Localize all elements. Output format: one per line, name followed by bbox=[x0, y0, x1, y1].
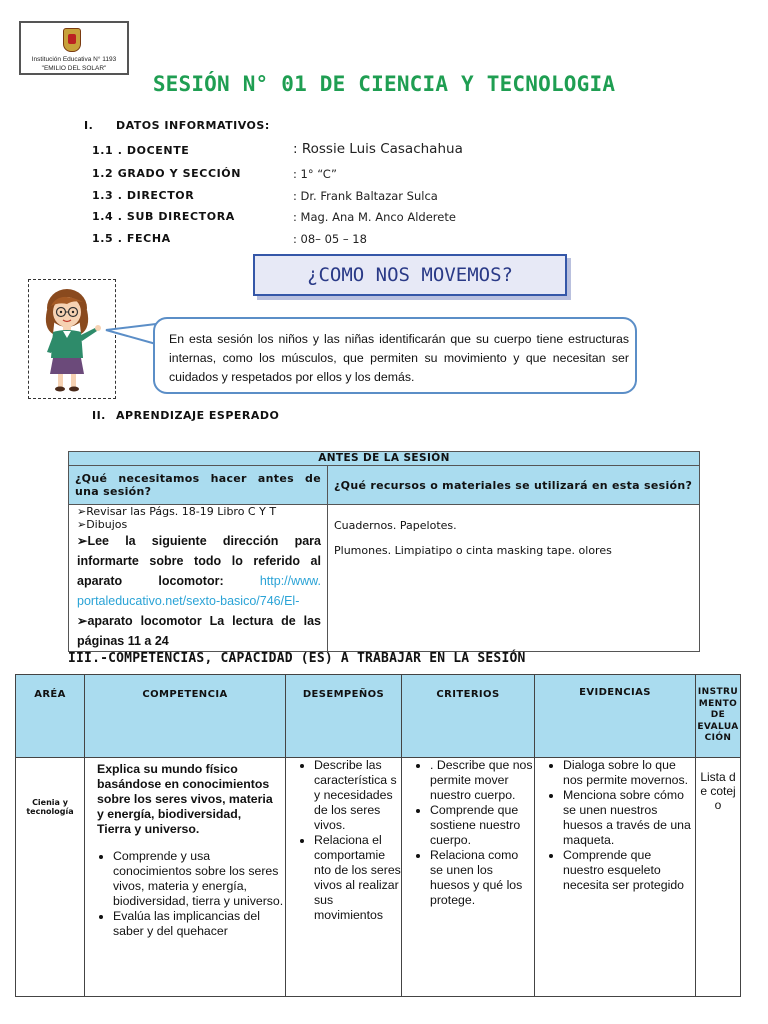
teacher-icon bbox=[29, 280, 114, 397]
section-title: APRENDIZAJE ESPERADO bbox=[116, 409, 280, 422]
section-title: DATOS INFORMATIVOS: bbox=[116, 119, 270, 132]
info-value-director: : Dr. Frank Baltazar Sulca bbox=[293, 189, 438, 203]
session-description-callout bbox=[153, 317, 637, 394]
criterios-cell bbox=[402, 758, 535, 997]
section-aprendizaje-heading bbox=[92, 409, 279, 422]
antes-question-needs: ¿Qué necesitamos hacer antes de una sesión? bbox=[69, 466, 328, 505]
info-label-director: 1.3 . DIRECTOR bbox=[92, 189, 195, 202]
col-header-instrumento: INSTRU MENTO DE EVALUA CIÓN bbox=[696, 675, 741, 758]
competencias-table bbox=[15, 674, 741, 997]
antes-question-resources: ¿Qué recursos o materiales se utilizará en esta sesión? bbox=[328, 466, 700, 505]
section-competencias-heading: III.-COMPETENCIAS, CAPACIDAD (ES) A TRABAJAR EN LA SESIÓN bbox=[68, 651, 526, 666]
antes-action-read bbox=[77, 531, 321, 611]
logo-school-name: Institución Educativa N° 1193 bbox=[31, 56, 117, 63]
area-cell: Cienia y tecnología bbox=[16, 758, 85, 997]
material-item: Cuadernos. Papelotes. bbox=[334, 519, 457, 532]
col-header-evidencias: EVIDENCIAS bbox=[535, 675, 696, 758]
evidencia-item: • Menciona sobre cómo se unen nuestros huesos a través de una maqueta. bbox=[563, 788, 695, 848]
desempeno-item: • Relaciona el comportamie nto de los seres vivos al realizar sus movimientos bbox=[314, 833, 401, 923]
teacher-illustration bbox=[28, 279, 116, 399]
school-crest-icon bbox=[63, 28, 81, 52]
session-question-banner: ¿COMO NOS MOVEMOS? bbox=[253, 254, 567, 296]
criterio-item: • Comprende que sostiene nuestro cuerpo. bbox=[430, 803, 534, 848]
school-logo bbox=[19, 21, 129, 75]
callout-pointer bbox=[104, 322, 158, 348]
antes-action-read-text: ➢Lee la siguiente dirección para informarte sobre todo lo referido al aparato locomotor: bbox=[77, 534, 321, 588]
instrumento-cell: Lista de cotejo bbox=[696, 758, 741, 997]
antes-sesion-table bbox=[68, 451, 700, 652]
antes-actions-cell bbox=[69, 505, 328, 652]
info-label-docente: 1.1 . DOCENTE bbox=[92, 144, 190, 157]
col-header-competencia: COMPETENCIA bbox=[85, 675, 286, 758]
antes-sesion-header: ANTES DE LA SESIÓN bbox=[69, 452, 700, 466]
section-datos-heading bbox=[84, 119, 270, 132]
col-header-criterios: CRITERIOS bbox=[402, 675, 535, 758]
info-value-subdirectora: : Mag. Ana M. Anco Alderete bbox=[293, 210, 456, 224]
desempeno-item: • Describe las característica s y necesidades de los seres vivos. bbox=[314, 758, 401, 833]
criterio-item: • . Describe que nos permite mover nuestro cuerpo. bbox=[430, 758, 534, 803]
competencia-item: • Evalúa las implicancias del saber y del quehacer bbox=[113, 909, 285, 939]
desempenos-cell bbox=[286, 758, 402, 997]
section-number: II. bbox=[92, 409, 106, 422]
info-value-fecha: : 08– 05 – 18 bbox=[293, 232, 367, 246]
competencia-cell bbox=[85, 758, 286, 997]
page-title: SESIÓN N° 01 DE CIENCIA Y TECNOLOGIA bbox=[152, 72, 616, 96]
info-label-subdirectora: 1.4 . SUB DIRECTORA bbox=[92, 210, 235, 223]
antes-materials-cell bbox=[328, 505, 700, 652]
info-value-grado: : 1° “C” bbox=[293, 167, 338, 181]
criterio-item: • Relaciona como se unen los huesos y qué los protege. bbox=[430, 848, 534, 908]
material-item: Plumones. Limpiatipo o cinta masking tape. olores bbox=[334, 544, 612, 557]
info-label-grado: 1.2 GRADO Y SECCIÓN bbox=[92, 167, 242, 180]
info-value-docente: : Rossie Luis Casachahua bbox=[293, 141, 463, 157]
competencia-item: • Comprende y usa conocimientos sobre los seres vivos, materia y energía, biodiversidad, tierra y universo. bbox=[113, 849, 285, 909]
evidencia-item: • Dialoga sobre lo que nos permite movernos. bbox=[563, 758, 695, 788]
antes-action-item: ➢Revisar las Págs. 18-19 Libro C Y T bbox=[77, 505, 277, 518]
section-number: I. bbox=[84, 119, 94, 132]
portal-educativo-link[interactable]: http://www. portaleducativo.net/sexto-basico/746/El- bbox=[77, 574, 321, 608]
col-header-desempenos: DESEMPEÑOS bbox=[286, 675, 402, 758]
competencia-main: Explica su mundo físico basándose en conocimientos sobre los seres vivos, materia y energía, biodiversidad, Tierra y universo. bbox=[97, 762, 273, 836]
antes-action-item: ➢Dibujos bbox=[77, 518, 128, 531]
logo-school-subtitle: "EMILIO DEL SOLAR" bbox=[41, 65, 107, 72]
evidencia-item: • Comprende que nuestro esqueleto necesita ser protegido bbox=[563, 848, 695, 893]
col-header-area: ARÉA bbox=[16, 675, 85, 758]
info-label-fecha: 1.5 . FECHA bbox=[92, 232, 171, 245]
antes-action-item: ➢aparato locomotor La lectura de las páginas 11 a 24 bbox=[77, 614, 321, 648]
session-description-text: En esta sesión los niños y las niñas identificarán que su cuerpo tiene estructuras internas, como los músculos, que permiten su movimiento y que necesitan ser cuidados y respetados por ellos y los demás. bbox=[169, 332, 629, 384]
evidencias-cell bbox=[535, 758, 696, 997]
